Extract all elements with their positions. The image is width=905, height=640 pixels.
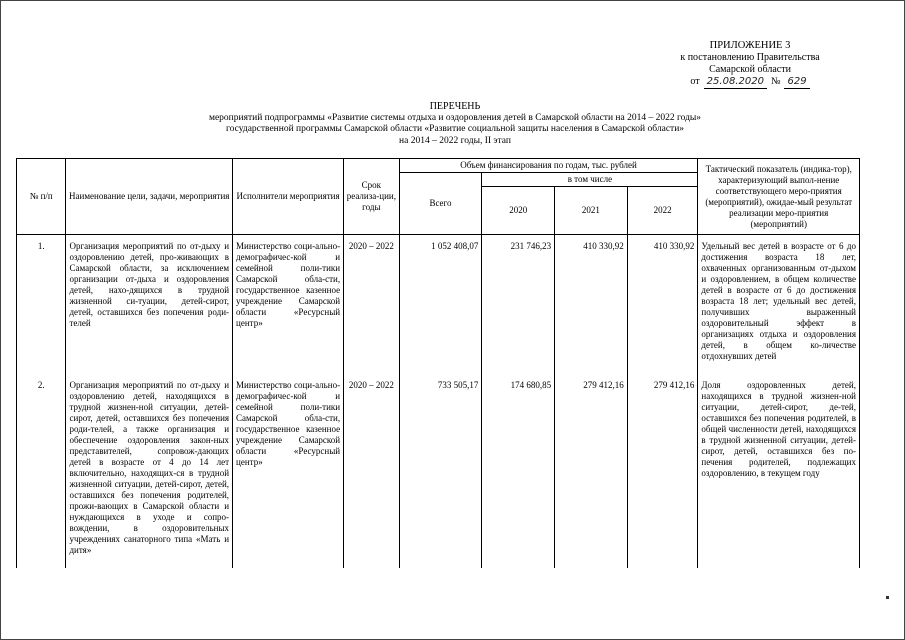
- row-2021: 410 330,92: [555, 235, 628, 375]
- header-total: Всего: [399, 173, 482, 235]
- measures-table: [16, 158, 860, 568]
- header-executors: Исполнители мероприятия: [233, 159, 344, 235]
- row-name: Организация мероприятий по от-дыху и оздоровлению детей, находящихся в трудной жизнен-ной ситуации, детей-сирот, детей, оставшихся без попечения роди-телей, а также организация и обеспечение оздоровления закон-ных представителей, сопровож-дающих детей в возрасте от 4 до 14 лет включительно, находящих-ся в трудной жизненной ситуации, детей-сирот, детей, оставшихся без попечения родителей, прожи-вающих в Самарской области и нуждающихся в уходе и сопро-вождении, в оздоровительных учреждениях санаторного типа «Мать и дитя»: [66, 374, 233, 568]
- header-including: в том числе: [482, 173, 698, 187]
- document-title: ПЕРЕЧЕНЬ: [429, 101, 481, 112]
- heading-line1: мероприятий подпрограммы «Развитие системы отдыха и оздоровления детей в Самарской области на 2014 – 2022 годы»: [208, 112, 702, 123]
- header-2021: 2021: [555, 187, 628, 235]
- appendix-line2: Самарской области: [709, 64, 791, 75]
- row-term: 2020 – 2022: [344, 235, 400, 375]
- table-row: [17, 374, 860, 568]
- heading-line3: на 2014 – 2022 годы, II этап: [399, 135, 511, 146]
- header-2022: 2022: [627, 187, 698, 235]
- row-indicator: Удельный вес детей в возрасте от 6 до достижения возраста 18 лет, охваченных организованным от-дыхом и оздоровлением, в общем количестве детей в возрасте от 6 до достижения возраста 18 лет; удельный вес детей, получивших выраженный оздоровительный эффект в организациях отдыха и оздоровления детей, в общем ко-личестве отдохнувших детей: [698, 235, 860, 375]
- handwritten-date: 25.08.2020: [704, 76, 767, 89]
- header-name: Наименование цели, задачи, мероприятия: [66, 159, 233, 235]
- row-num: 2.: [17, 374, 66, 568]
- row-num: 1.: [17, 235, 66, 375]
- row-2022: 410 330,92: [627, 235, 698, 375]
- row-indicator: Доля оздоровленных детей, находящихся в трудной жизнен-ной ситуации, детей-сирот, де-тей, оставшихся без попечения родителей, в общей численности детей, находящихся в трудной жизненной ситуации, детей-сирот, детей, оставшихся без по-печения родителей, подлежащих оздоровлению, в текущем году: [698, 374, 860, 568]
- row-executors: Министерство соци-ально-демографичес-кой и семейной поли-тики Самарской обла-сти, государственное казенное учреждение Самарской области «Ресурсный центр»: [233, 235, 344, 375]
- table-row: [17, 235, 860, 375]
- row-2020: 174 680,85: [482, 374, 555, 568]
- row-executors: Министерство соци-ально-демографичес-кой и семейной поли-тики Самарской обла-сти, государственное казенное учреждение Самарской области «Ресурсный центр»: [233, 374, 344, 568]
- row-total: 1 052 408,07: [399, 235, 482, 375]
- document-heading: [140, 101, 770, 147]
- header-funding: Объем финансирования по годам, тыс. рублей: [399, 159, 698, 173]
- appendix-title: ПРИЛОЖЕНИЕ 3: [709, 40, 791, 51]
- row-2020: 231 746,23: [482, 235, 555, 375]
- appendix-line1: к постановлению Правительства: [680, 52, 820, 63]
- header-indicator: Тактический показатель (индика-тор), характеризующий выпол-нение соответствующего меро-приятия (мероприятий), ожидае-мый результат реализации меро-приятия (мероприятий): [698, 159, 860, 235]
- appendix-date-line: [640, 76, 860, 89]
- row-name: Организация мероприятий по от-дыху и оздоровлению детей, про-живающих в Самарской области, за исключением организации от-дыха и оздоровления детей, нахо-дящихся в трудной жизненной си-туации, детей-сирот, детей, оставшихся без попечения роди-телей: [66, 235, 233, 375]
- row-2021: 279 412,16: [555, 374, 628, 568]
- header-term: Срок реализа-ции, годы: [344, 159, 400, 235]
- row-2022: 279 412,16: [627, 374, 698, 568]
- row-term: 2020 – 2022: [344, 374, 400, 568]
- heading-line2: государственной программы Самарской области «Развитие социальной защиты населения в Самарской области»: [225, 124, 685, 134]
- header-num: № п/п: [17, 159, 66, 235]
- scan-speck: [886, 596, 889, 599]
- appendix-block: [640, 40, 860, 89]
- header-2020: 2020: [482, 187, 555, 235]
- date-prefix: от: [690, 76, 700, 87]
- row-total: 733 505,17: [399, 374, 482, 568]
- handwritten-number: 629: [784, 76, 809, 89]
- number-prefix: №: [770, 76, 781, 87]
